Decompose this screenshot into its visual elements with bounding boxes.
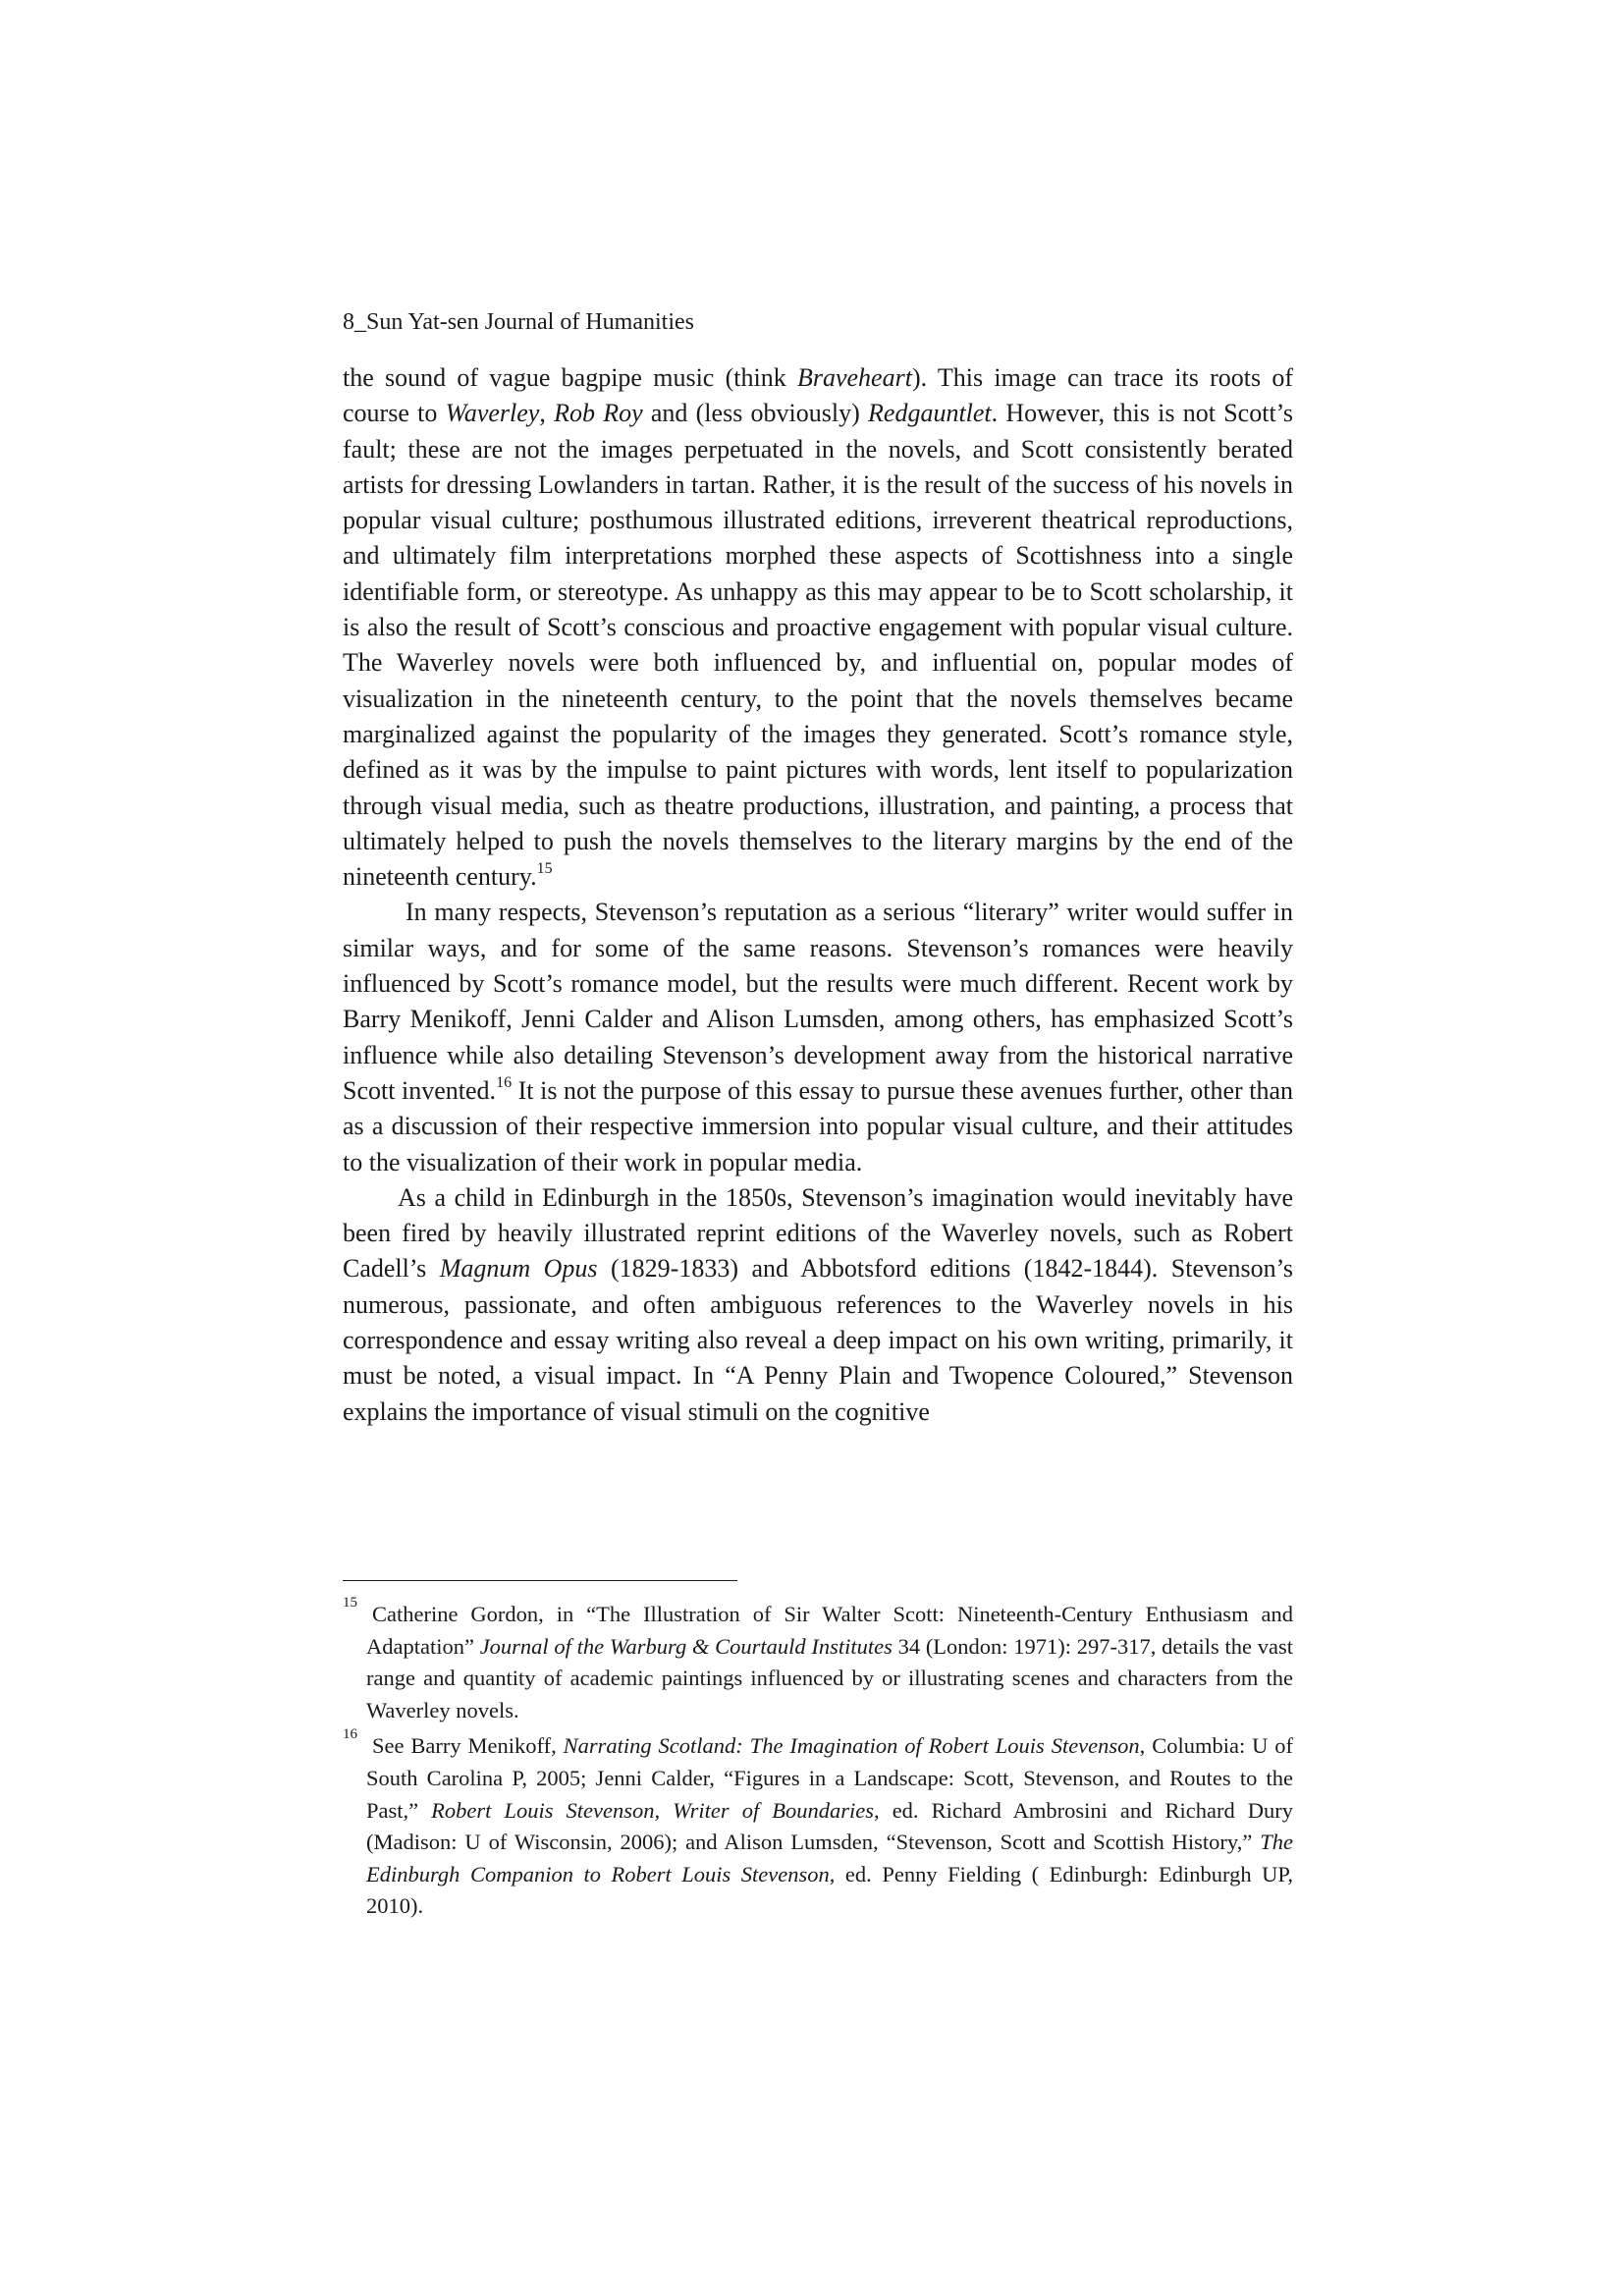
book-title: Narrating Scotland: The Imagination of Robert Louis Stevenson [563,1733,1140,1759]
text-segment: the sound of vague bagpipe music (think [343,363,797,392]
text-segment: It is not the purpose of this essay to pursue these avenues further, other than as a discussion of their respective immersion into popular visual culture, and their attitudes to the visualization of their work in popular media. [343,1075,1293,1176]
text-segment: , [539,399,555,428]
text-segment: , Columbia: U of South Carolina P, 2005; Jenni Calder, “Figures in a Landscape: Scott, Stevenson, and Routes to the Past,” [366,1733,1293,1823]
novel-title: Redgauntlet [868,399,992,428]
paragraph-2 [343,895,1293,1179]
text-segment: , ed. Penny Fielding ( Edinburgh: Edinburgh UP, 2010). [366,1861,1293,1919]
footnote-number: 16 [343,1726,357,1743]
footnote-15 [343,1595,1293,1726]
footnote-number: 15 [343,1595,357,1611]
text-segment: ). This image can trace its roots of course to [343,363,1294,428]
body-text [343,360,1293,1430]
edition-title: Magnum Opus [439,1254,598,1284]
text-segment: 34 (London: 1971): 297-317, details the vast range and quantity of academic paintings influenced by or illustrating scenes and characters from the Waverley novels. [366,1633,1293,1722]
text-segment: See Barry Menikoff, [372,1733,564,1759]
journal-title: Journal of the Warburg & Courtauld Institutes [479,1633,893,1659]
text-segment: . However, this is not Scott’s fault; these are not the images perpetuated in the novels, and Scott consistently berated artists for dressing Lowlanders in tartan. Rather, it is the result of the success of his novels in popular visual culture; posthumous illustrated editions, irreverent theatrical reproductions, and ultimately film interpretations morphed these aspects of Scottishness into a single identifiable form, or stereotype. As unhappy as this may appear to be to Scott scholarship, it is also the result of Scott’s conscious and proactive engagement with popular visual culture. The Waverley novels were both influenced by, and influential on, popular modes of visualization in the nineteenth century, to the point that the novels themselves became marginalized against the popularity of the images they generated. Scott’s romance style, defined as it was by the impulse to paint pictures with words, lent itself to popularization through visual media, such as theatre productions, illustration, and painting, a process that ultimately helped to push the novels themselves to the literary margins by the end of the nineteenth century. [343,399,1294,892]
footnotes [343,1595,1293,1927]
text-segment: Catherine Gordon, in “The Illustration of Sir Walter Scott: Nineteenth-Century Enthusiasm and Adaptation” [366,1602,1293,1659]
paragraph-1 [343,360,1293,895]
text-segment: In many respects, Stevenson’s reputation as a serious “literary” writer would suffer in similar ways, and for some of the same reasons. Stevenson’s romances were heavily influenced by Scott’s romance model, but the results were much different. Recent work by Barry Menikoff, Jenni Calder and Alison Lumsden, among others, has emphasized Scott’s influence while also detailing Stevenson’s development away from the historical narrative Scott invented. [343,898,1293,1105]
book-title: The Edinburgh Companion to Robert Louis Stevenson [366,1830,1293,1886]
footnote-ref-15[interactable]: 15 [536,860,553,878]
footnote-16 [343,1726,1293,1923]
text-segment: and (less obviously) [642,399,869,428]
novel-title: Rob Roy [554,399,643,428]
running-head: 8_Sun Yat-sen Journal of Humanities [343,309,694,335]
text-segment: (1829-1833) and Abbotsford editions (1842-1844). Stevenson’s numerous, passionate, and often ambiguous references to the Waverley novels in his correspondence and essay writing also reveal a deep impact on his own writing, primarily, it must be noted, a visual impact. In “A Penny Plain and Twopence Coloured,” Stevenson explains the importance of visual stimuli on the cognitive [343,1254,1293,1426]
paragraph-3 [343,1180,1293,1430]
footnote-ref-16[interactable]: 16 [496,1073,513,1091]
book-title: Robert Louis Stevenson, Writer of Boundaries [431,1797,875,1823]
text-segment: As a child in Edinburgh in the 1850s, Stevenson’s imagination would inevitably have been fired by heavily illustrated reprint editions of the Waverley novels, such as Robert Cadell’s [343,1182,1293,1284]
film-title: Braveheart [796,363,912,392]
novel-title: Waverley [445,399,540,428]
text-segment: , ed. Richard Ambrosini and Richard Dury (Madison: U of Wisconsin, 2006); and Alison Lumsden, “Stevenson, Scott and Scottish History,” [366,1797,1293,1855]
footnote-divider [343,1580,737,1581]
